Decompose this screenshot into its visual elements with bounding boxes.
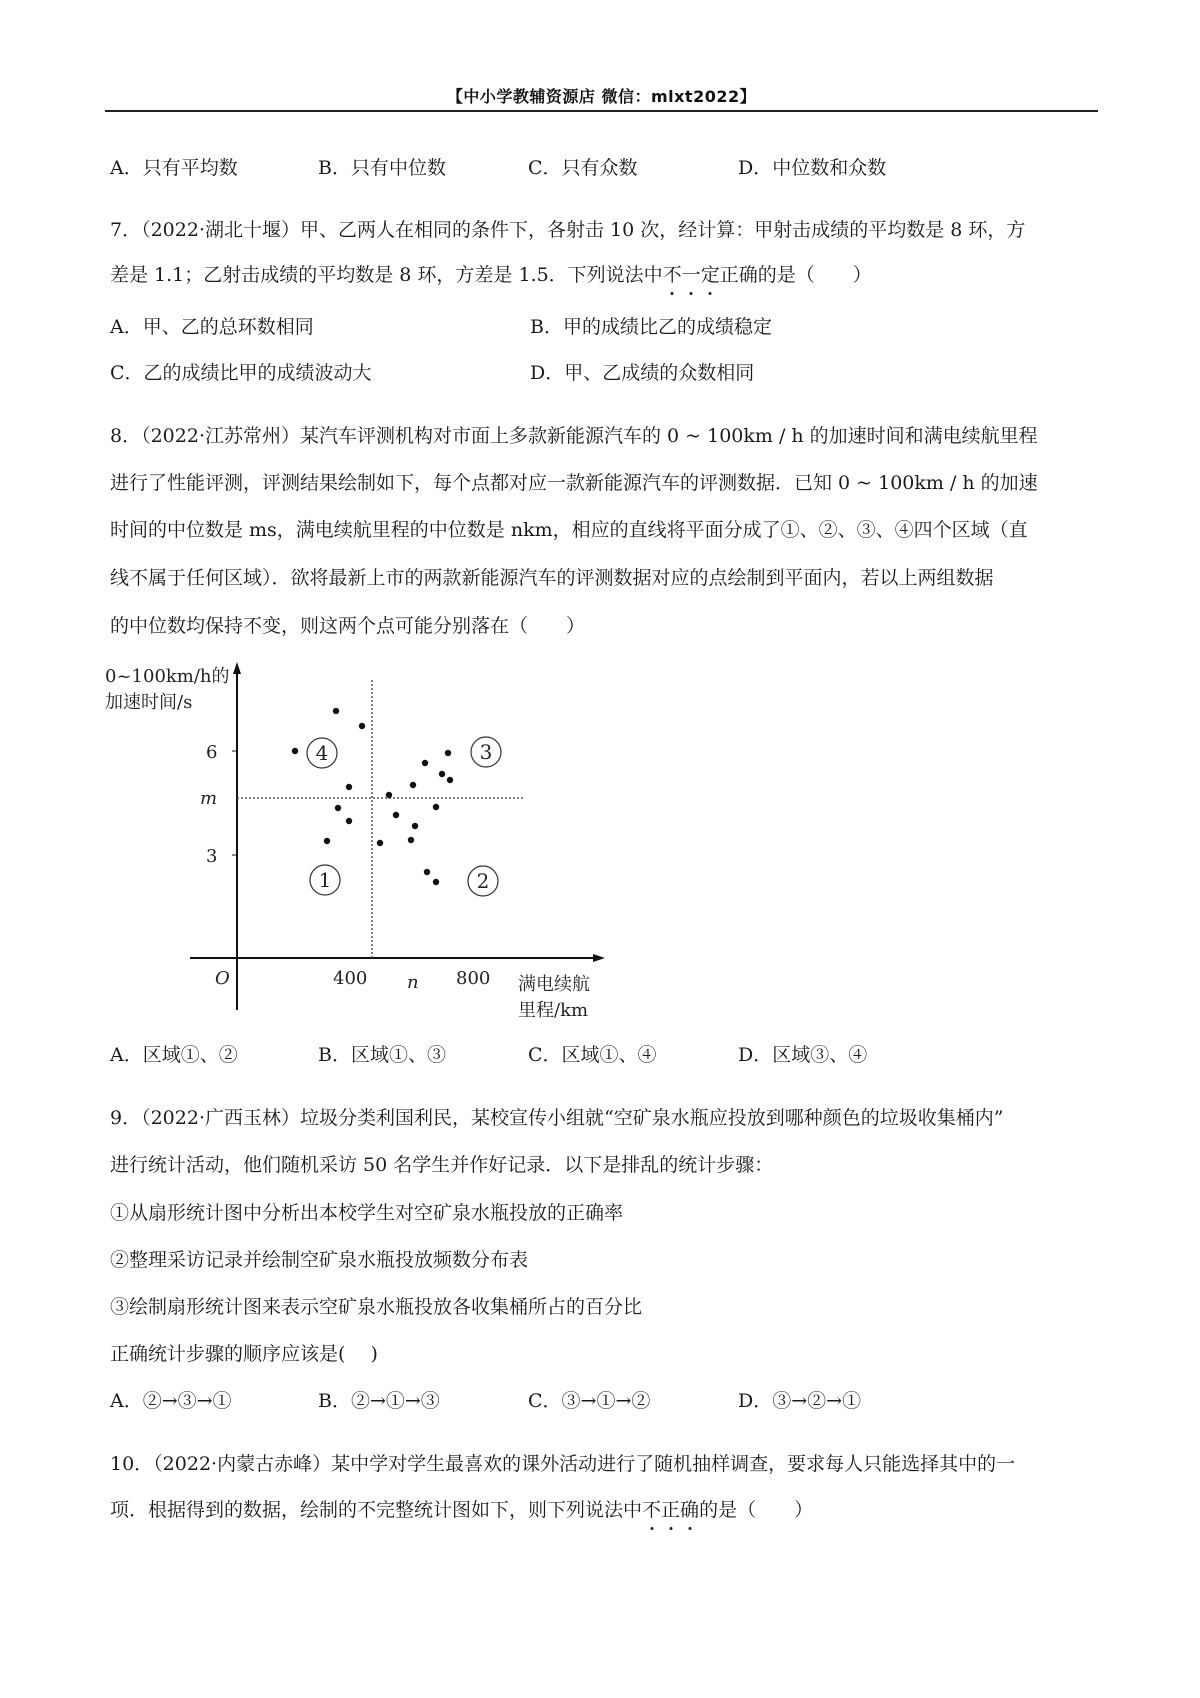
q7-option-a[interactable]: A．甲、乙的总环数相同	[110, 316, 314, 338]
svg-text:2: 2	[476, 869, 490, 893]
x-axis-label-line1: 满电续航	[518, 974, 590, 995]
x-axis-arrow-icon	[593, 954, 605, 962]
q10-answer-blank: 的是（ ）	[699, 1499, 814, 1521]
region-label-2	[468, 866, 498, 896]
q9-stem-line2: 进行统计活动，他们随机采访 50 名学生并作好记录．以下是排乱的统计步骤：	[110, 1154, 774, 1176]
q6-option-d[interactable]: D．中位数和众数	[738, 157, 887, 179]
emphasis-char: 确	[680, 1499, 699, 1521]
q8-option-b[interactable]: B．区域①、③	[318, 1044, 446, 1066]
q7-answer-blank: 正确的是（ ）	[719, 264, 872, 286]
q9-stem-line1: 9．（2022·广西玉林）垃圾分类利国利民，某校宣传小组就“空矿泉水瓶应投放到哪种颜色的垃圾收集桶内”	[110, 1107, 1004, 1129]
scatter-chart	[100, 650, 620, 1030]
q9-option-c[interactable]: C．③→①→②	[528, 1390, 651, 1412]
y-tick-3: 3	[206, 846, 218, 867]
q7-stem-text: 差是 1.1；乙射击成绩的平均数是 8 环，方差是 1.5．下列说法中	[110, 264, 663, 286]
q9-option-d[interactable]: D．③→②→①	[738, 1390, 862, 1412]
q10-stem-text: 项．根据得到的数据，绘制的不完整统计图如下，则下列说法中	[110, 1499, 643, 1521]
emphasis-char: 定	[701, 264, 720, 286]
q8-option-a[interactable]: A．区域①、②	[110, 1044, 238, 1066]
region-label-3	[471, 737, 501, 767]
q8-stem-line1: 8．（2022·江苏常州）某汽车评测机构对市面上多款新能源汽车的 0 ~ 100km / h 的加速时间和满电续航里程	[110, 425, 1038, 447]
q6-option-c[interactable]: C．只有众数	[528, 157, 638, 179]
q6-option-a[interactable]: A．只有平均数	[110, 157, 238, 179]
x-tick-400: 400	[333, 968, 368, 989]
q8-stem-line5: 的中位数均保持不变，则这两个点可能分别落在（ ）	[110, 615, 586, 637]
q7-stem-line2	[110, 262, 872, 288]
q10-stem-line2	[110, 1497, 813, 1523]
q8-option-c[interactable]: C．区域①、④	[528, 1044, 657, 1066]
q8-option-d[interactable]: D．区域③、④	[738, 1044, 868, 1066]
q9-step-3: ③绘制扇形统计图来表示空矿泉水瓶投放各收集桶所占的百分比	[110, 1296, 643, 1318]
x-tick-800: 800	[456, 968, 491, 989]
y-axis-arrow-icon	[233, 662, 241, 674]
q7-option-d[interactable]: D．甲、乙成绩的众数相同	[530, 362, 755, 384]
y-axis-label-line1: 0~100km/h的	[105, 666, 230, 687]
q7-option-c[interactable]: C．乙的成绩比甲的成绩波动大	[110, 362, 372, 384]
svg-text:4: 4	[315, 741, 329, 765]
q7-option-b[interactable]: B．甲的成绩比乙的成绩稳定	[530, 316, 772, 338]
emphasis-char: 正	[661, 1499, 680, 1521]
svg-text:3: 3	[479, 740, 493, 764]
y-tick-m: m	[200, 788, 218, 809]
region-label-1	[310, 865, 340, 895]
q8-stem-line2: 进行了性能评测，评测结果绘制如下，每个点都对应一款新能源汽车的评测数据．已知 0 ~ 100km / h 的加速	[110, 472, 1038, 494]
header-divider	[105, 110, 1098, 112]
q9-step-1: ①从扇形统计图中分析出本校学生对空矿泉水瓶投放的正确率	[110, 1202, 624, 1224]
emphasis-char: 一	[682, 264, 701, 286]
q9-step-2: ②整理采访记录并绘制空矿泉水瓶投放频数分布表	[110, 1249, 529, 1271]
y-tick-6: 6	[206, 742, 218, 763]
q8-stem-line3: 时间的中位数是 ms，满电续航里程的中位数是 nkm，相应的直线将平面分成了①、②、③、④四个区域（直	[110, 519, 1028, 541]
q6-option-b[interactable]: B．只有中位数	[318, 157, 446, 179]
q7-stem-line1: 7．（2022·湖北十堰）甲、乙两人在相同的条件下，各射击 10 次，经计算：甲射击成绩的平均数是 8 环，方	[110, 219, 1026, 241]
origin-label: O	[215, 968, 230, 989]
svg-text:1: 1	[318, 868, 332, 892]
y-axis-label-line2: 加速时间/s	[105, 692, 193, 713]
x-axis-label-line2: 里程/km	[518, 1000, 589, 1021]
q9-option-b[interactable]: B．②→①→③	[318, 1390, 440, 1412]
q9-option-a[interactable]: A．②→③→①	[110, 1390, 232, 1412]
q8-stem-line4: 线不属于任何区域）．欲将最新上市的两款新能源汽车的评测数据对应的点绘制到平面内，若以上两组数据	[110, 567, 994, 589]
q10-stem-line1: 10．（2022·内蒙古赤峰）某中学对学生最喜欢的课外活动进行了随机抽样调查，要求每人只能选择其中的一	[110, 1453, 1016, 1475]
region-label-4	[307, 738, 337, 768]
page-header: 【中小学教辅资源店 微信：mlxt2022】	[446, 87, 757, 106]
q9-prompt: 正确统计步骤的顺序应该是( )	[110, 1343, 378, 1365]
emphasis-char: 不	[663, 264, 682, 286]
emphasis-char: 不	[642, 1499, 661, 1521]
x-tick-n: n	[407, 972, 419, 993]
